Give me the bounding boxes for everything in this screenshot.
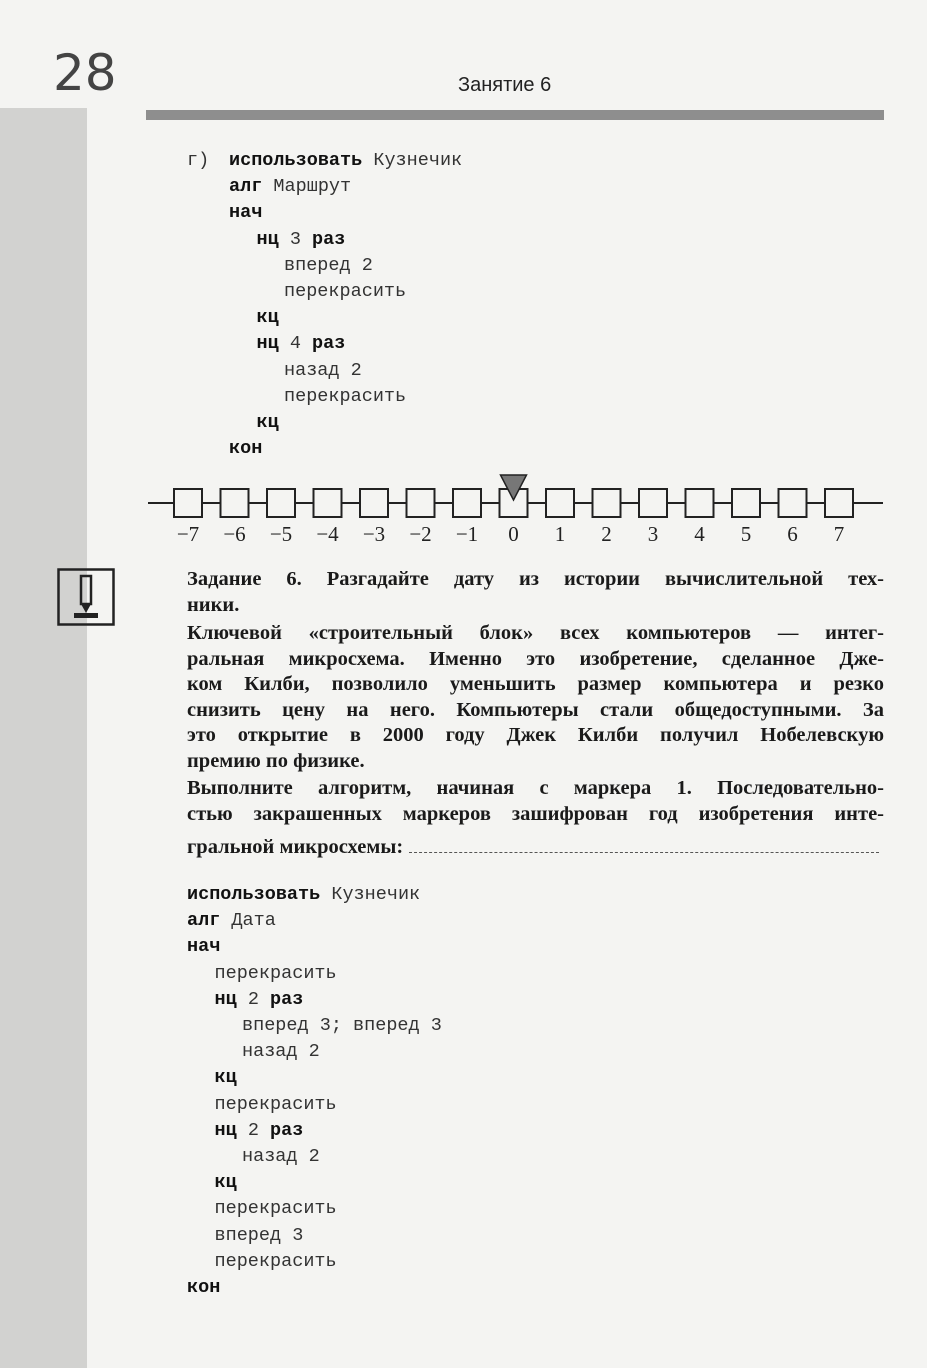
keyword: кон: [229, 438, 263, 460]
keyword: раз: [312, 333, 346, 355]
keyword: кц: [214, 1067, 237, 1089]
code-text: перекрасить: [284, 281, 407, 302]
keyword: раз: [270, 1119, 304, 1141]
code-line: [284, 253, 373, 279]
side-strip: [0, 108, 87, 1368]
number-line-tick-label: 1: [554, 522, 566, 546]
number-line-tick-label: 4: [694, 522, 705, 546]
code-text: перекрасить: [214, 962, 337, 984]
para1-line: это открытие в 2000 году Джек Килби получил Нобелевскую: [187, 724, 884, 747]
code-line: [284, 279, 406, 305]
keyword: кон: [187, 1277, 221, 1298]
para1-line: Ключевой «строительный блок» всех компьютеров — интег-: [187, 622, 884, 644]
number-line-tick-label: −3: [362, 522, 386, 546]
keyword: раз: [312, 228, 346, 250]
code-text: назад 2: [242, 1041, 320, 1063]
code-line: [257, 305, 279, 331]
lesson-title: Занятие 6: [458, 74, 552, 96]
task-label: Задание 6.: [187, 568, 302, 590]
code-line: [215, 1118, 304, 1144]
keyword: нач: [229, 202, 263, 224]
task-paragraph-2: [187, 776, 884, 861]
para1-line: ральная микросхема. Именно это изобретение, сделанное Дже-: [187, 647, 884, 670]
code-text: перекрасить: [284, 385, 407, 407]
code-text: вперед 2: [284, 254, 373, 276]
code-line: [215, 1092, 337, 1118]
task-intro-line-2: ники.: [187, 593, 240, 616]
para2-line: стью закрашенных маркеров зашифрован год изобретения инте-: [187, 802, 884, 825]
number-line-cell: [314, 489, 342, 517]
number-line-cell: [546, 489, 574, 517]
number-line-graphic: [148, 470, 883, 520]
keyword: нц: [256, 228, 279, 250]
number-line-tick-label: −1: [455, 522, 479, 546]
number-line-cell: [407, 489, 435, 517]
number-line-tick-label: −4: [316, 522, 339, 546]
number-line-cell: [825, 489, 853, 517]
code-line: [257, 410, 279, 436]
item-label: г): [187, 150, 210, 171]
answer-blank-field[interactable]: [409, 851, 879, 853]
code-text: 2: [236, 988, 271, 1010]
number-line-cell: [360, 489, 388, 517]
code-line: [215, 987, 304, 1013]
page-number: 28: [53, 44, 117, 102]
code-line: [215, 961, 337, 987]
task-paragraph-1: [187, 621, 884, 775]
number-line-tick-label: 5: [740, 522, 752, 546]
number-line-tick-label: 6: [787, 522, 798, 546]
code-line: [284, 358, 362, 384]
code-text: 4: [278, 333, 313, 355]
para1-line: снизить цену на него. Компьютеры стали общедоступными. За: [187, 698, 884, 721]
code-line: [215, 1196, 337, 1222]
code-line: [215, 1223, 304, 1249]
task-intro-line-1: Разгадайте дату из истории вычислительной тех-: [301, 568, 884, 590]
code-line: [229, 436, 262, 462]
number-line-cell: [779, 489, 807, 517]
code-line: [187, 934, 220, 960]
header-divider: [146, 110, 884, 120]
number-line-cell: [593, 489, 621, 517]
code-line: [187, 908, 276, 934]
keyword: кц: [256, 307, 279, 329]
code-text: вперед 3: [214, 1224, 304, 1246]
code-text: Кузнечик: [362, 150, 463, 171]
number-line-tick-label: −6: [223, 522, 246, 546]
keyword: использовать: [187, 884, 321, 905]
keyword: раз: [270, 988, 304, 1010]
keyword: кц: [256, 412, 279, 433]
code-line: [229, 200, 262, 226]
code-text: 3: [278, 228, 313, 250]
number-line-cell: [453, 489, 481, 517]
keyword: нач: [187, 936, 221, 958]
pencil-task-icon: [57, 568, 115, 626]
number-line-tick-label: −7: [176, 522, 200, 546]
code-text: перекрасить: [214, 1198, 337, 1220]
code-text: Дата: [220, 910, 276, 932]
code-line: [187, 882, 420, 908]
code-text: перекрасить: [214, 1250, 337, 1272]
number-line-cell: [732, 489, 760, 517]
number-line: [148, 470, 883, 560]
number-line-tick-label: 0: [508, 522, 519, 546]
number-line-tick-label: −2: [409, 522, 432, 546]
number-line-tick-label: −5: [269, 522, 293, 546]
keyword: нц: [214, 1119, 237, 1141]
task-intro: [187, 567, 884, 618]
keyword: кц: [214, 1172, 237, 1194]
code-line: [229, 174, 351, 200]
number-line-tick-label: 7: [833, 522, 845, 546]
keyword: алг: [187, 910, 221, 932]
number-line-cell: [174, 489, 202, 517]
code-line: [257, 331, 346, 357]
number-line-cell: [686, 489, 714, 517]
number-line-tick-label: 2: [601, 522, 612, 546]
code-text: назад 2: [242, 1146, 320, 1167]
code-line: [215, 1065, 237, 1091]
code-line: [242, 1039, 320, 1065]
keyword: алг: [229, 176, 263, 198]
para1-line: ком Килби, позволило уменьшить размер компьютера и резко: [187, 673, 884, 696]
code-line: [215, 1170, 237, 1196]
code-line: [187, 1275, 220, 1301]
number-line-cell: [639, 489, 667, 517]
para2-line: гральной микросхемы:: [187, 836, 404, 859]
number-line-cell: [267, 489, 295, 517]
code-line: [229, 148, 462, 174]
para1-line: премию по физике.: [187, 749, 365, 772]
code-line: [242, 1013, 442, 1039]
code-line: [215, 1249, 337, 1275]
code-line: [242, 1144, 320, 1170]
number-line-cell: [221, 489, 249, 517]
code-text: Маршрут: [262, 176, 352, 198]
keyword: нц: [214, 988, 237, 1010]
code-line: [284, 384, 406, 410]
code-text: Кузнечик: [320, 884, 421, 905]
code-line: [257, 227, 346, 253]
code-text: вперед 3; вперед 3: [242, 1015, 442, 1036]
para2-line: Выполните алгоритм, начиная с маркера 1. Последовательно-: [187, 777, 884, 799]
code-text: 2: [236, 1119, 271, 1141]
number-line-tick-label: 3: [647, 522, 659, 546]
code-text: назад 2: [284, 359, 362, 381]
keyword: нц: [256, 333, 279, 355]
code-text: перекрасить: [214, 1093, 337, 1115]
keyword: использовать: [229, 150, 363, 171]
